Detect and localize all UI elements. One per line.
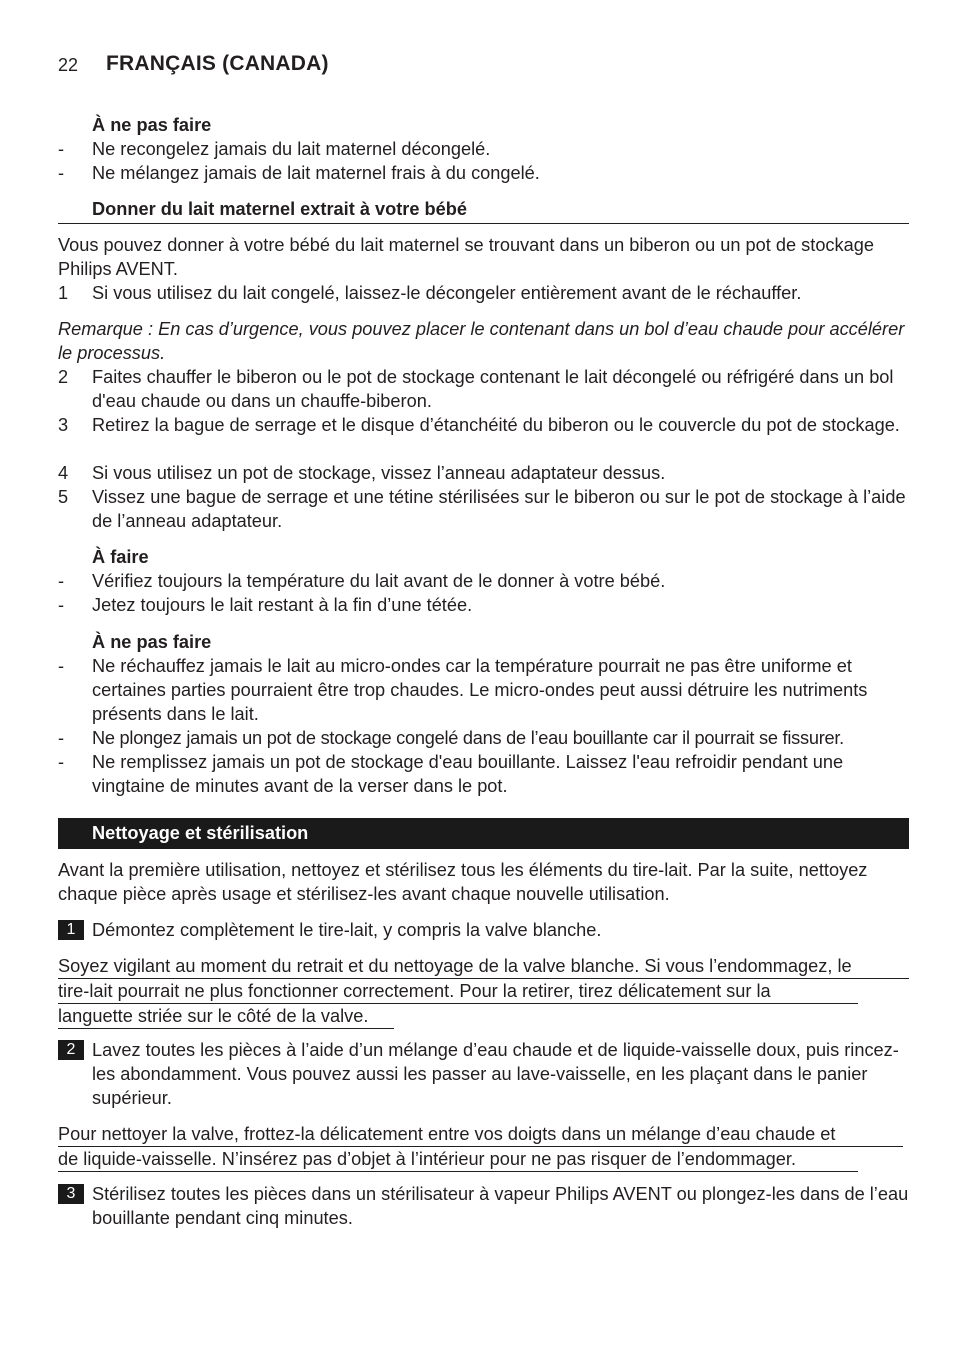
feeding-section-heading: Donner du lait maternel extrait à votre bébé	[58, 197, 909, 224]
dash-marker: -	[58, 728, 65, 748]
dash-marker: -	[58, 571, 65, 591]
cleaning-section-heading: Nettoyage et stérilisation	[58, 818, 909, 849]
list-item: - Vérifiez toujours la température du lait avant de le donner à votre bébé.	[58, 571, 666, 591]
step-item: 1 Démontez complètement le tire-lait, y compris la valve blanche.	[58, 918, 909, 942]
dash-marker: -	[58, 163, 65, 183]
language-heading: FRANÇAIS (CANADA)	[106, 52, 329, 75]
feeding-intro: Vous pouvez donner à votre bébé du lait maternel se trouvant dans un biberon ou un pot de stockage Philips AVENT.	[58, 235, 874, 279]
step-item: 1 Si vous utilisez du lait congelé, laissez-le décongeler entièrement avant de le réchauffer.	[58, 283, 802, 303]
step-item: 3 Retirez la bague de serrage et le disque d’étanchéité du biberon ou le couvercle du pot de stockage.	[58, 415, 900, 435]
dash-marker: -	[58, 752, 65, 772]
list-item: - Ne réchauffez jamais le lait au micro-ondes car la température pourrait ne pas être uniforme et certaines parties pourraient être trop chaudes. Le micro-ondes peut aussi détruire les nutriments présents dans le lait.	[58, 656, 868, 724]
step-number-badge: 3	[58, 1184, 84, 1204]
note-text: Remarque : En cas d’urgence, vous pouvez placer le contenant dans un bol d’eau chaude pour accélérer le processus.	[58, 319, 905, 363]
step-item: 2 Faites chauffer le biberon ou le pot de stockage contenant le lait décongelé ou réfrigéré dans un bol d'eau chaude ou dans un chauffe-biberon.	[58, 367, 894, 411]
list-item: - Ne recongelez jamais du lait maternel décongelé.	[58, 139, 491, 159]
dash-marker: -	[58, 139, 65, 159]
step-item: 3 Stérilisez toutes les pièces dans un stérilisateur à vapeur Philips AVENT ou plongez-les dans de l’eau bouillante pendant cinq minutes.	[58, 1182, 909, 1230]
list-item: - Ne mélangez jamais de lait maternel frais à du congelé.	[58, 163, 540, 183]
step-number-badge: 1	[58, 920, 84, 940]
warning-text: Pour nettoyer la valve, frottez-la délicatement entre vos doigts dans un mélange d’eau chaude et de liquide-vaisselle. N’insérez pas d’objet à l’intérieur pour ne pas risquer de l’endommager.	[58, 1122, 909, 1172]
page-number: 22	[58, 55, 79, 75]
step-item: 4 Si vous utilisez un pot de stockage, vissez l’anneau adaptateur dessus.	[58, 463, 666, 483]
warning-text: Soyez vigilant au moment du retrait et du nettoyage de la valve blanche. Si vous l’endommagez, le tire-lait pourrait ne plus fonctionner correctement. Pour la retirer, tirez délicatement sur la languette striée sur le côté de la valve.	[58, 954, 909, 1029]
dont-heading: À ne pas faire	[92, 115, 212, 135]
dont-heading: À ne pas faire	[92, 632, 212, 652]
list-item: - Jetez toujours le lait restant à la fin d’une tétée.	[58, 595, 473, 615]
step-item: 2 Lavez toutes les pièces à l’aide d’un mélange d’eau chaude et de liquide-vaisselle doux, puis rincez-les abondamment. Vous pouvez aussi les passer au lave-vaisselle, en les plaçant dans le panier supérieur.	[58, 1038, 909, 1110]
list-item: - Ne remplissez jamais un pot de stockage d'eau bouillante. Laissez l'eau refroidir pendant une vingtaine de minutes avant de la verser dans le pot.	[58, 752, 844, 796]
do-heading: À faire	[92, 547, 149, 567]
step-number-badge: 2	[58, 1040, 84, 1060]
cleaning-intro: Avant la première utilisation, nettoyez et stérilisez tous les éléments du tire-lait. Par la suite, nettoyez chaque pièce après usage et stérilisez-les avant chaque nouvelle utilisation.	[58, 860, 868, 904]
list-item: - Ne plongez jamais un pot de stockage congelé dans de l’eau bouillante car il pourrait se fissurer.	[58, 728, 844, 748]
dash-marker: -	[58, 656, 65, 676]
dash-marker: -	[58, 595, 65, 615]
step-item: 5 Vissez une bague de serrage et une tétine stérilisées sur le biberon ou sur le pot de stockage à l’aide de l’anneau adaptateur.	[58, 487, 906, 531]
